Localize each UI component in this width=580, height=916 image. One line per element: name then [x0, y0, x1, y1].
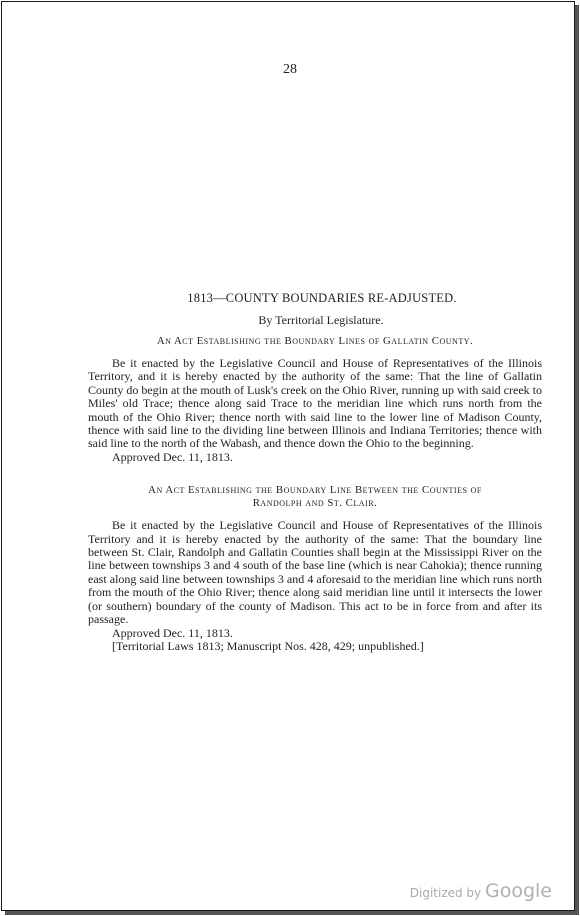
act-2-title-line-1: An Act Establishing the Boundary Line Between the Counties of [148, 484, 482, 497]
section-title: 1813—COUNTY BOUNDARIES RE-ADJUSTED. [187, 291, 457, 305]
google-logo: Google [484, 880, 552, 902]
watermark-prefix: Digitized by [409, 886, 482, 900]
act-2-source-citation: [Territorial Laws 1813; Manuscript Nos. 428, 429; unpublished.] [112, 638, 424, 653]
act-2-approved: Approved Dec. 11, 1813. [112, 625, 233, 640]
digitized-watermark [410, 880, 552, 902]
act-2-title-line-2: Randolph and St. Clair. [252, 497, 378, 510]
act-1-title: An Act Establishing the Boundary Lines of Gallatin County. [156, 335, 474, 347]
document-body [88, 291, 542, 653]
act-2-body: Be it enacted by the Legislative Council and House of Representatives of the Illinois Territory and it is hereby enacted by the authority of the same: That the boundary line between St. Clair, Randolph and Gallatin Counties shall begin at the Mississippi River on the line between townships 3 and 4 south of the base line (which is near Cahokia); thence running east along said line between townships 3 and 4 aforesaid to the meridian line which runs north from the mouth of the Ohio River; thence along said meridian line until it intersects the lower (or southern) boundary of the county of Madison. This act to be in force from and after its passage. [88, 518, 542, 627]
act-1-approved: Approved Dec. 11, 1813. [112, 449, 233, 464]
page-number: 28 [283, 62, 297, 77]
act-1-body: Be it enacted by the Legislative Council and House of Representatives of the Illinois Territory, and it is hereby enacted by the authority of the same: That the line of Gallatin County do begin at the mouth of Lusk's creek on the Ohio River, running up with said creek to Miles' old Trace; thence along said Trace to the meridian line which runs north from the mouth of the Ohio River; thence north with said line to the lower line of Madison County, thence with said line to the dividing line between Illinois and Indiana Territories; thence with said line to the north of the Wabash, and thence down the Ohio to the beginning. [88, 356, 542, 451]
section-subtitle: By Territorial Legislature. [258, 313, 384, 327]
